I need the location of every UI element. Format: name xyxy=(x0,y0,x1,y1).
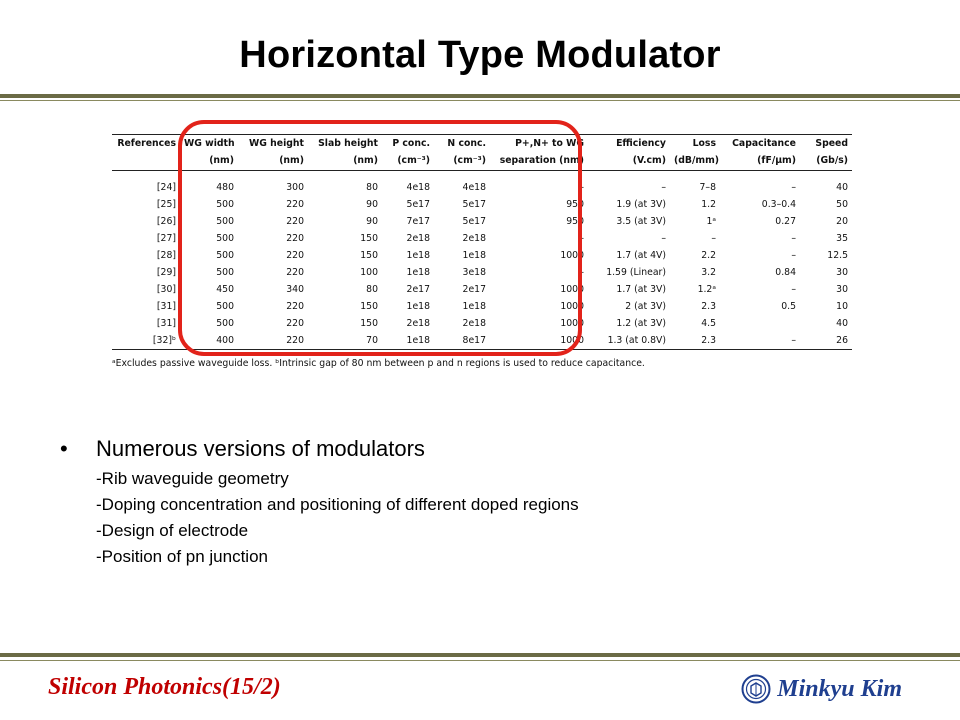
table-cell: [28] xyxy=(156,250,176,261)
table-cell: 35 xyxy=(836,233,848,244)
table-cell: 150 xyxy=(360,301,378,312)
table-cell: 500 xyxy=(216,301,234,312)
column-unit xyxy=(112,152,180,171)
table-cell: [26] xyxy=(156,216,176,227)
table-cell: 80 xyxy=(366,284,378,295)
table-cell: [24] xyxy=(156,182,176,193)
table-cell: – xyxy=(711,233,716,244)
table-cell: 500 xyxy=(216,233,234,244)
table-cell: 1e18 xyxy=(462,301,486,312)
table-cell: 0.84 xyxy=(775,267,796,278)
table-cell: 2 (at 3V) xyxy=(625,301,666,312)
table-cell: 4e18 xyxy=(406,182,430,193)
table-cell: 1000 xyxy=(490,332,588,350)
table-cell: 220 xyxy=(286,301,304,312)
table-cell: 100 xyxy=(360,267,378,278)
table-cell: 1.7 (at 3V) xyxy=(616,284,666,295)
sub-bullet-list xyxy=(96,466,920,570)
table-cell: 340 xyxy=(286,284,304,295)
table-cell: 2e18 xyxy=(462,233,486,244)
table-cell: 1.2 xyxy=(701,199,716,210)
table-cell: 480 xyxy=(216,182,234,193)
table-cell: 1000 xyxy=(560,284,584,295)
column-header: WG height xyxy=(238,135,308,153)
table-cell: [29] xyxy=(156,267,176,278)
table-cell: [27] xyxy=(156,233,176,244)
table-cell: – xyxy=(661,182,666,193)
column-header: WG width xyxy=(180,135,238,153)
table-cell: 80 xyxy=(366,182,378,193)
table-cell: 7–8 xyxy=(699,182,716,193)
table-cell: 500 xyxy=(216,250,234,261)
table-cell: 0.5 xyxy=(781,301,796,312)
table-cell: 220 xyxy=(286,267,304,278)
table-cell: 500 xyxy=(216,216,234,227)
table-cell: 1.2ᵃ xyxy=(697,284,716,295)
table-cell: 5e17 xyxy=(462,199,486,210)
column-unit: (nm) xyxy=(308,152,382,171)
column-header: References xyxy=(112,135,180,153)
table-cell: 1.2 (at 3V) xyxy=(616,318,666,329)
slide-title: Horizontal Type Modulator xyxy=(239,34,721,76)
author-name: Minkyu Kim xyxy=(777,675,902,702)
table-cell: 220 xyxy=(286,250,304,261)
footer-divider-thin xyxy=(0,660,960,661)
column-unit: (cm⁻³) xyxy=(382,152,434,171)
table-cell: – xyxy=(720,332,800,350)
table-cell: – xyxy=(579,267,584,278)
highlight-outline xyxy=(178,120,582,356)
table-cell: [25] xyxy=(156,199,176,210)
course-label: Silicon Photonics(15/2) xyxy=(48,674,281,700)
table-cell: – xyxy=(579,233,584,244)
bullet-list xyxy=(60,436,920,570)
table-cell: 1e18 xyxy=(406,301,430,312)
bullet-main-text: Numerous versions of modulators xyxy=(96,436,425,461)
table-cell: 1e18 xyxy=(382,332,434,350)
sub-bullet: -Doping concentration and positioning of different doped regions xyxy=(96,495,579,514)
column-header: Slab height xyxy=(308,135,382,153)
table-cell: [31] xyxy=(156,301,176,312)
column-unit: (V.cm) xyxy=(588,152,670,171)
table-cell: 3.5 (at 3V) xyxy=(616,216,666,227)
column-unit: separation (nm) xyxy=(490,152,588,171)
table-cell: – xyxy=(791,182,796,193)
table-cell: 3e18 xyxy=(462,267,486,278)
table-cell: 150 xyxy=(360,318,378,329)
table-cell: 2e18 xyxy=(462,318,486,329)
table-cell: 2.2 xyxy=(701,250,716,261)
table-cell: 40 xyxy=(836,318,848,329)
table-cell: 3.2 xyxy=(701,267,716,278)
column-header: P+,N+ to WG xyxy=(490,135,588,153)
author-block xyxy=(741,674,902,704)
column-unit: (nm) xyxy=(238,152,308,171)
table-cell: 50 xyxy=(836,199,848,210)
table-cell: 2e17 xyxy=(406,284,430,295)
table-cell: 90 xyxy=(366,216,378,227)
sub-bullet: -Rib waveguide geometry xyxy=(96,469,289,488)
table-cell: [32]ᵇ xyxy=(112,332,180,350)
table-cell: 500 xyxy=(216,318,234,329)
table-cell: 2e17 xyxy=(462,284,486,295)
table-cell: 40 xyxy=(836,182,848,193)
university-seal-icon xyxy=(741,674,771,704)
table-cell: 5e17 xyxy=(406,199,430,210)
table-cell: 220 xyxy=(286,216,304,227)
table-cell: 1000 xyxy=(560,250,584,261)
table-cell: 20 xyxy=(836,216,848,227)
table-cell xyxy=(720,315,800,332)
footer-divider xyxy=(0,653,960,657)
table-cell: – xyxy=(791,233,796,244)
table-cell: 2.3 xyxy=(701,301,716,312)
table-cell: 450 xyxy=(216,284,234,295)
column-unit: (Gb/s) xyxy=(800,152,852,171)
sub-bullet: -Position of pn junction xyxy=(96,547,268,566)
column-header: N conc. xyxy=(434,135,490,153)
column-unit: (dB/mm) xyxy=(670,152,720,171)
table-cell: 2e18 xyxy=(406,318,430,329)
table-cell: 500 xyxy=(216,199,234,210)
table-cell: 1.59 (Linear) xyxy=(606,267,666,278)
table-cell: 300 xyxy=(286,182,304,193)
table-cell: 150 xyxy=(360,250,378,261)
table-cell: 220 xyxy=(286,199,304,210)
table-cell: 90 xyxy=(366,199,378,210)
table-footnote: ᵃExcludes passive waveguide loss. ᵇIntrinsic gap of 80 nm between p and n regions is used to reduce capacitance. xyxy=(112,358,645,369)
bullet-item xyxy=(60,436,920,462)
table-cell: – xyxy=(579,182,584,193)
table-cell: 950 xyxy=(566,216,584,227)
table-cell: – xyxy=(661,233,666,244)
table-cell: 2e18 xyxy=(406,233,430,244)
sub-bullet: -Design of electrode xyxy=(96,521,249,540)
table-cell: 1e18 xyxy=(462,250,486,261)
table-cell: 70 xyxy=(308,332,382,350)
bullet-dot-icon: • xyxy=(60,436,68,461)
column-unit: (nm) xyxy=(180,152,238,171)
column-unit: (cm⁻³) xyxy=(434,152,490,171)
table-cell: 12.5 xyxy=(827,250,848,261)
column-unit: (fF/μm) xyxy=(720,152,800,171)
table-cell: [31] xyxy=(156,318,176,329)
table-cell: 30 xyxy=(836,284,848,295)
table-cell: 7e17 xyxy=(406,216,430,227)
table-cell: 30 xyxy=(836,267,848,278)
column-header: Speed xyxy=(800,135,852,153)
table-cell: 1e18 xyxy=(406,267,430,278)
table-cell: 1.3 (at 0.8V) xyxy=(588,332,670,350)
table-cell: 0.3–0.4 xyxy=(761,199,796,210)
table-cell: 500 xyxy=(216,267,234,278)
table-cell: 1000 xyxy=(560,301,584,312)
table-cell: 4e18 xyxy=(462,182,486,193)
title-divider-thin xyxy=(0,100,960,101)
column-header: Efficiency xyxy=(588,135,670,153)
table-cell: 950 xyxy=(566,199,584,210)
table-cell: – xyxy=(791,284,796,295)
table-cell: 4.5 xyxy=(701,318,716,329)
table-cell: 1000 xyxy=(560,318,584,329)
table-cell: 220 xyxy=(286,318,304,329)
table-cell: 5e17 xyxy=(462,216,486,227)
table-cell: 220 xyxy=(286,233,304,244)
table-cell: 220 xyxy=(238,332,308,350)
table-cell: 10 xyxy=(836,301,848,312)
table-cell: 8e17 xyxy=(434,332,490,350)
table-cell: [30] xyxy=(156,284,176,295)
table-cell: 1e18 xyxy=(406,250,430,261)
table-cell: 400 xyxy=(180,332,238,350)
table-cell: 1ᵃ xyxy=(706,216,716,227)
column-header: Capacitance xyxy=(720,135,800,153)
title-divider xyxy=(0,94,960,98)
table-cell: 26 xyxy=(800,332,852,350)
table-cell: 1.9 (at 3V) xyxy=(616,199,666,210)
column-header: P conc. xyxy=(382,135,434,153)
table-cell: 2.3 xyxy=(670,332,720,350)
table-cell: 1.7 (at 4V) xyxy=(616,250,666,261)
table-cell: 150 xyxy=(360,233,378,244)
table-cell: 0.27 xyxy=(775,216,796,227)
column-header: Loss xyxy=(670,135,720,153)
table-cell: – xyxy=(791,250,796,261)
